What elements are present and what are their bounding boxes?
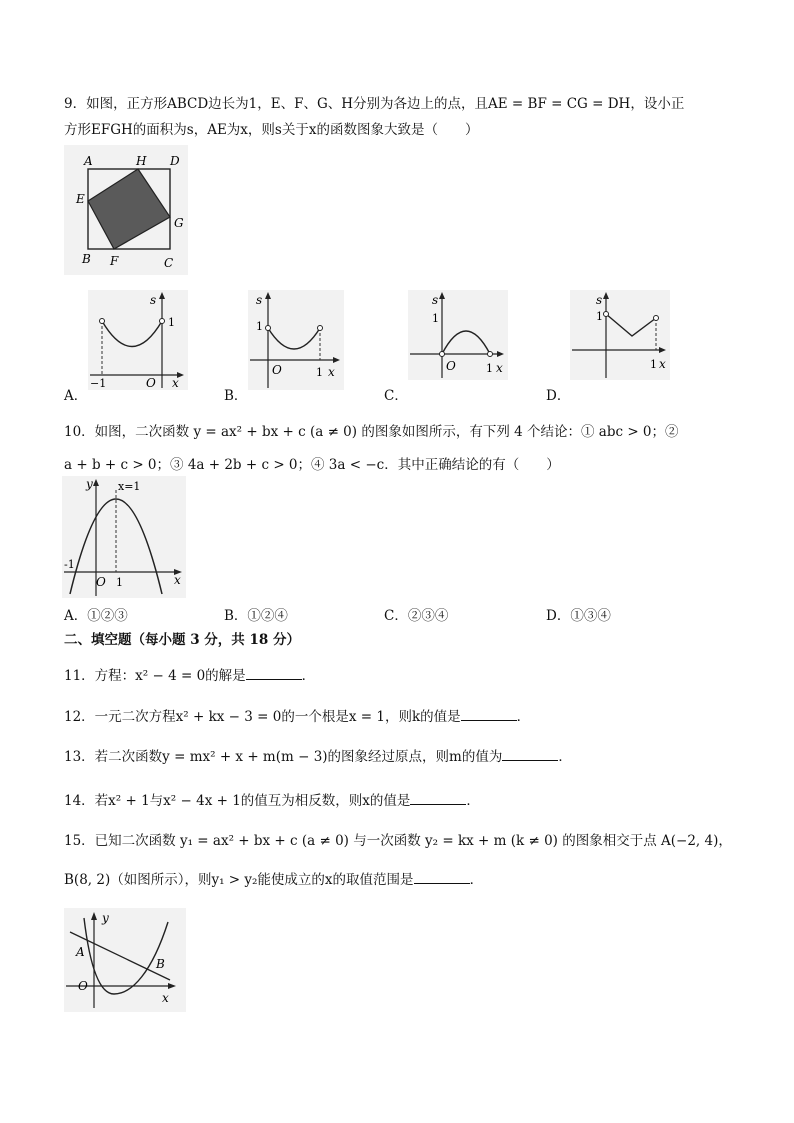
q9-option-D[interactable]: D．	[546, 388, 571, 404]
q9-option-B[interactable]: B．	[224, 388, 248, 404]
fig9-label-F: F	[110, 254, 119, 268]
q14-text: 14．若x² + 1与x² − 4x + 1的值互为相反数，则x的值是	[64, 793, 411, 809]
q9-option-A[interactable]: A．	[64, 388, 88, 404]
fig9-label-C: C	[164, 256, 174, 270]
q15-line2: B(8, 2)（如图所示），则y₁ > y₂能使成立的x的取值范围是	[64, 872, 414, 888]
graphC-O-label: O	[446, 359, 456, 373]
q9-graph-B	[248, 290, 344, 390]
q14-answer-blank[interactable]	[410, 792, 466, 805]
fig9-label-A: A	[84, 154, 93, 168]
q10-parabola-figure	[62, 476, 186, 598]
q9-graph-D	[570, 290, 670, 380]
q13-answer-blank[interactable]	[502, 748, 558, 761]
q14	[64, 789, 480, 809]
graphC-one-label: 1	[432, 312, 439, 325]
graphB-one-x-label: 1	[316, 366, 323, 379]
q10-option-B[interactable]: B．①②④	[224, 608, 288, 624]
graphA-x-label: x	[172, 376, 179, 390]
fig9-label-G: G	[174, 216, 184, 230]
fig9-label-H: H	[136, 154, 147, 168]
graphB-s-label: s	[256, 293, 263, 307]
q9-line2: 方形EFGH的面积为s，AE为x，则s关于x的函数图象大致是（ ）	[64, 122, 479, 138]
q13-end: ．	[558, 749, 572, 765]
q13-text: 13．若二次函数y = mx² + x + m(m − 3)的图象经过原点，则m的值为	[64, 749, 503, 765]
graphD-one-label: 1	[596, 310, 603, 323]
q12-answer-blank[interactable]	[461, 708, 517, 721]
q9-graph-C	[408, 290, 508, 380]
q10-line1: 10．如图，二次函数 y = ax² + bx + c (a ≠ 0) 的图象如图所示，有下列 4 个结论：① abc > 0；②	[64, 424, 679, 440]
q9-square-figure	[64, 145, 188, 275]
q9-option-C[interactable]: C．	[384, 388, 408, 404]
q11-answer-blank[interactable]	[246, 667, 302, 680]
graphB-one-label: 1	[256, 320, 263, 333]
q14-end: ．	[466, 793, 480, 809]
q13	[64, 745, 572, 765]
graphA-neg-one-label: −1	[90, 377, 107, 390]
q15-line1: 15．已知二次函数 y₁ = ax² + bx + c (a ≠ 0) 与一次函数 y₂ = kx + m (k ≠ 0) 的图象相交于点 A(−2, 4)，	[64, 833, 732, 849]
fig10-x-label: x	[174, 573, 181, 587]
fig15-x-label: x	[162, 991, 169, 1005]
graphA-one-label: 1	[168, 316, 175, 329]
fig10-y-label: y	[86, 477, 93, 491]
graphD-one-x-label: 1	[650, 358, 657, 371]
fig15-A-label: A	[76, 945, 85, 959]
q12-end: ．	[516, 709, 531, 725]
q12	[64, 705, 530, 725]
graphB-x-label: x	[328, 365, 335, 379]
graphD-x-label: x	[659, 357, 666, 371]
q9-line1: 9．如图，正方形ABCD边长为1，E、F、G、H分别为各边上的点，且AE = BF = CG = DH，设小正	[64, 96, 685, 112]
fig10-O-label: O	[96, 575, 106, 589]
q11-end: ．	[301, 668, 316, 684]
graphC-s-label: s	[432, 293, 439, 307]
section2-title: 二、填空题（每小题 3 分，共 18 分）	[64, 632, 300, 648]
fig15-B-label: B	[156, 957, 165, 971]
q11-text: 11．方程：x² − 4 = 0的解是	[64, 668, 246, 684]
fig10-axis-label: x=1	[118, 480, 141, 493]
q15-figure	[64, 908, 186, 1012]
q11	[64, 664, 315, 684]
fig10-neg-one-label: -1	[64, 558, 75, 571]
q10-option-D[interactable]: D．①③④	[546, 608, 611, 624]
graphB-O-label: O	[272, 363, 282, 377]
fig15-O-label: O	[78, 979, 88, 993]
q9-graph-A	[88, 290, 188, 390]
graphC-x-label: x	[496, 361, 503, 375]
fig9-label-B: B	[82, 252, 91, 266]
q10-option-C[interactable]: C．②③④	[384, 608, 449, 624]
q12-text: 12．一元二次方程x² + kx − 3 = 0的一个根是x = 1，则k的值是	[64, 709, 461, 725]
q15-end: ．	[469, 872, 484, 888]
fig10-one-label: 1	[116, 576, 123, 589]
fig9-label-D: D	[170, 154, 180, 168]
q10-line2: a + b + c > 0；③ 4a + 2b + c > 0；④ 3a < −c．其中正确结论的有（ ）	[64, 457, 560, 473]
graphD-s-label: s	[596, 293, 603, 307]
graphC-one-x-label: 1	[486, 362, 493, 375]
q15-answer-blank[interactable]	[414, 871, 470, 884]
q10-option-A[interactable]: A．①②③	[64, 608, 128, 624]
q15-line2-wrap	[64, 868, 483, 888]
fig15-y-label: y	[102, 911, 109, 925]
graphA-s-label: s	[150, 293, 157, 307]
fig9-label-E: E	[76, 192, 85, 206]
graphA-O-label: O	[146, 376, 156, 390]
